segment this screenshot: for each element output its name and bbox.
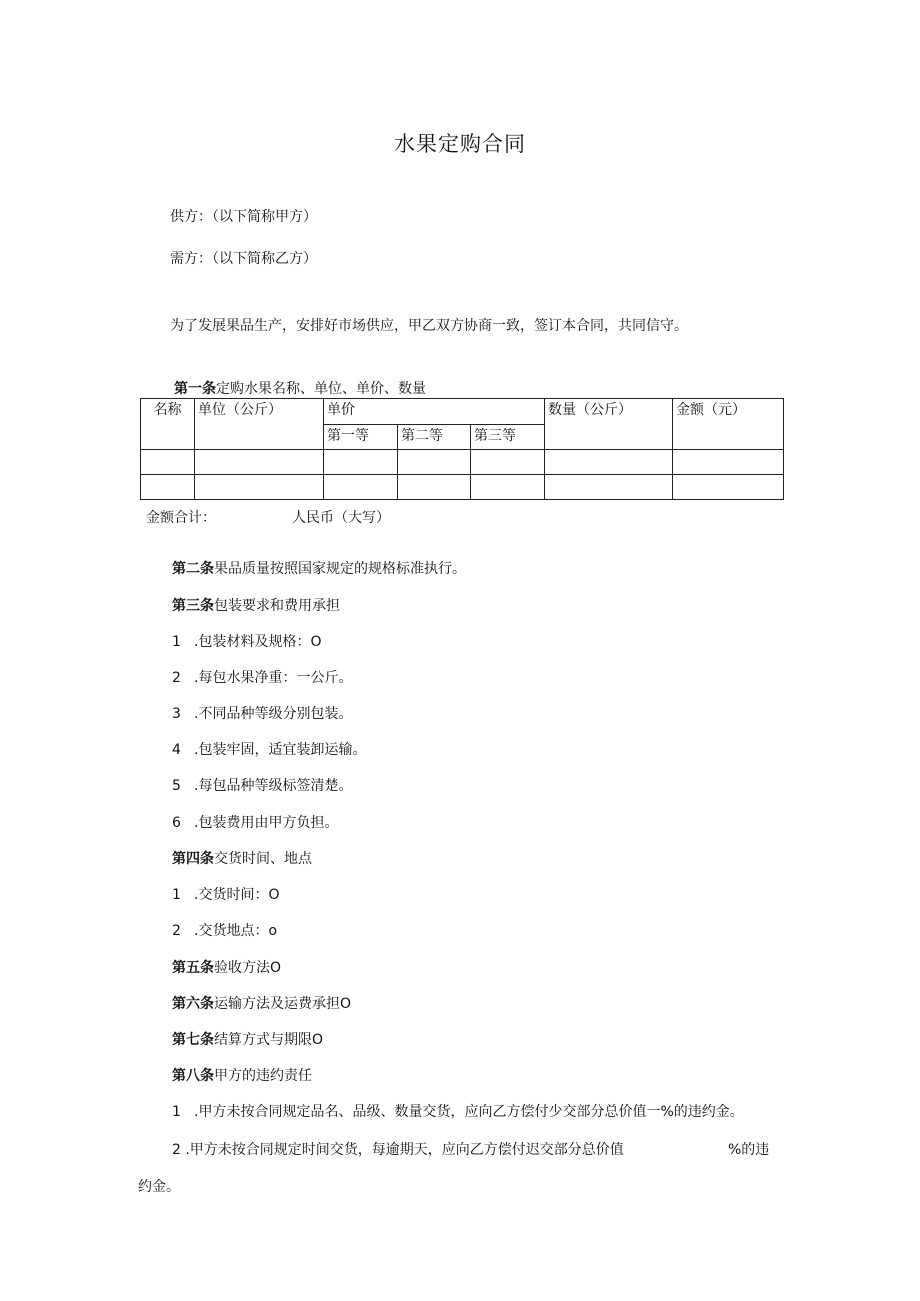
table-header-row [141,399,784,425]
list-item: 2 .每包水果净重：一公斤。 [172,670,353,686]
table-cell[interactable] [195,450,324,475]
article7-text: 结算方式与期限O [214,1032,324,1048]
header-grade-1: 第一等 [324,425,398,450]
article7 [172,1029,323,1049]
total-label: 金额合计： [146,510,216,526]
article1-text: 定购水果名称、单位、单价、数量 [216,381,426,397]
table-cell[interactable] [324,475,398,500]
list-item: 1 .甲方未按合同规定品名、品级、数量交货，应向乙方偿付少交部分总价值一%的违约金。 [172,1104,744,1120]
document-title: 水果定购合同 [394,132,526,156]
list-item: 2 .交货地点：o [172,923,278,939]
article5 [172,957,281,977]
header-grade-3: 第三等 [471,425,545,450]
list-item: 6 .包装费用由甲方负担。 [172,815,339,831]
header-unit: 单位（公斤） [195,399,324,450]
table-cell[interactable] [195,475,324,500]
article8-item2-rate: %的违 [728,1142,770,1158]
article8-item2-end: 约金。 [138,1179,180,1195]
article3-heading: 第三条 [172,598,214,614]
table-cell[interactable] [673,475,784,500]
article6 [172,993,351,1013]
total-currency: 人民币（大写） [292,510,390,526]
table-cell[interactable] [471,475,545,500]
table-cell[interactable] [398,475,471,500]
article1-heading: 第一条 [174,381,216,397]
table-cell[interactable] [545,450,673,475]
article8-text: 甲方的违约责任 [214,1068,312,1084]
header-name: 名称 [141,399,195,450]
article1-title [174,378,426,398]
article3-title [172,595,340,615]
article3-text: 包装要求和费用承担 [214,598,340,614]
table-row [141,475,784,500]
article2-heading: 第二条 [172,561,214,577]
list-item: 1 .包装材料及规格：O [172,634,322,650]
article4-text: 交货时间、地点 [214,851,312,867]
header-grade-2: 第二等 [398,425,471,450]
supplier-line: 供方：（以下简称甲方） [170,209,317,225]
header-amount: 金额（元） [673,399,784,450]
article4-heading: 第四条 [172,851,214,867]
article7-heading: 第七条 [172,1032,214,1048]
article5-heading: 第五条 [172,960,214,976]
list-item: 3 .不同品种等级分别包装。 [172,706,353,722]
article2 [172,558,466,578]
article2-text: 果品质量按照国家规定的规格标准执行。 [214,561,466,577]
article4-title [172,848,312,868]
article8-title [172,1065,312,1085]
table-cell[interactable] [141,450,195,475]
list-item: 4 .包装牢固，适宜装卸运输。 [172,742,367,758]
table-row [141,450,784,475]
article5-text: 验收方法O [214,960,282,976]
list-item: 5 .每包品种等级标签清楚。 [172,778,353,794]
table-cell[interactable] [673,450,784,475]
table-cell[interactable] [141,475,195,500]
header-price: 单价 [324,399,545,425]
article8-heading: 第八条 [172,1068,214,1084]
table-cell[interactable] [398,450,471,475]
buyer-line: 需方：（以下简称乙方） [170,251,317,267]
article6-text: 运输方法及运费承担O [214,996,352,1012]
header-quantity: 数量（公斤） [545,399,673,450]
table-cell[interactable] [471,450,545,475]
list-item: 1 .交货时间：O [172,887,280,903]
table-cell[interactable] [545,475,673,500]
price-table [140,398,784,500]
table-cell[interactable] [324,450,398,475]
article6-heading: 第六条 [172,996,214,1012]
article8-item2-text: 2 .甲方未按合同规定时间交货，每逾期天，应向乙方偿付迟交部分总价值 [172,1142,624,1158]
preamble: 为了发展果品生产，安排好市场供应，甲乙双方协商一致，签订本合同，共同信守。 [170,318,688,334]
